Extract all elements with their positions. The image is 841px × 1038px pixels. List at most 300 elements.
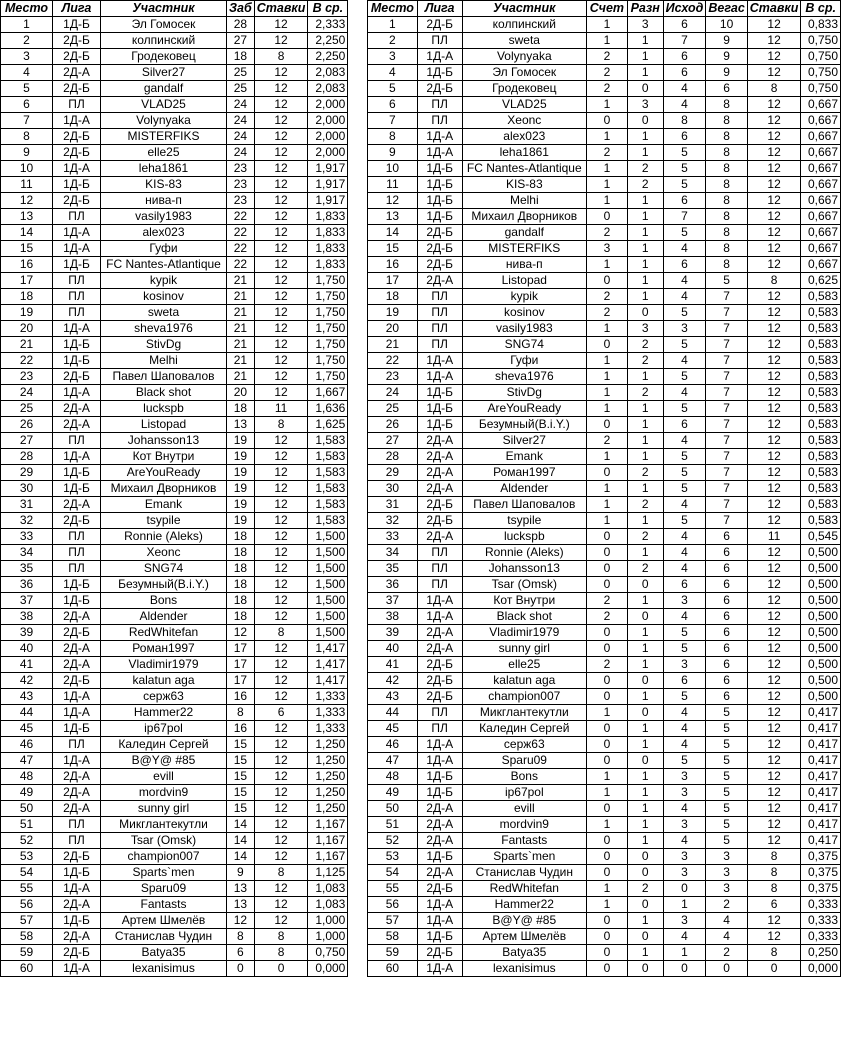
cell-diff: 1 xyxy=(627,545,663,561)
cell-average: 0,583 xyxy=(801,337,841,353)
cell-score: 0 xyxy=(587,337,628,353)
cell-vegas: 6 xyxy=(706,657,747,673)
cell-league: 1Д-А xyxy=(417,353,462,369)
cell-diff: 1 xyxy=(627,145,663,161)
cell-league: 1Д-Б xyxy=(53,865,101,881)
cell-outcome: 5 xyxy=(663,225,706,241)
cell-participant: серж63 xyxy=(462,737,586,753)
cell-league: 1Д-Б xyxy=(417,929,462,945)
cell-participant: elle25 xyxy=(101,145,227,161)
cell-average: 1,167 xyxy=(308,817,348,833)
cell-league: 2Д-А xyxy=(53,657,101,673)
cell-vegas: 9 xyxy=(706,33,747,49)
header-row xyxy=(368,1,841,17)
cell-average: 0,417 xyxy=(801,705,841,721)
cell-bets: 12 xyxy=(747,689,801,705)
cell-league: ПЛ xyxy=(417,545,462,561)
cell-average: 0,417 xyxy=(801,753,841,769)
cell-participant: FC Nantes-Atlantique xyxy=(101,257,227,273)
cell-place: 48 xyxy=(1,769,53,785)
table-row xyxy=(1,321,348,337)
cell-average: 1,750 xyxy=(308,321,348,337)
table-row xyxy=(1,865,348,881)
table-row xyxy=(1,817,348,833)
cell-diff: 1 xyxy=(627,417,663,433)
cell-average: 0,500 xyxy=(801,593,841,609)
cell-bets: 12 xyxy=(747,257,801,273)
cell-average: 2,000 xyxy=(308,113,348,129)
cell-diff: 2 xyxy=(627,385,663,401)
cell-participant: vasily1983 xyxy=(101,209,227,225)
cell-average: 0,833 xyxy=(801,17,841,33)
cell-place: 8 xyxy=(368,129,418,145)
cell-average: 0,583 xyxy=(801,401,841,417)
cell-vegas: 5 xyxy=(706,721,747,737)
table-row xyxy=(1,417,348,433)
cell-participant: kalatun aga xyxy=(101,673,227,689)
cell-score: 0 xyxy=(587,465,628,481)
cell-average: 1,125 xyxy=(308,865,348,881)
cell-league: 2Д-А xyxy=(53,897,101,913)
cell-place: 51 xyxy=(368,817,418,833)
table-row xyxy=(368,561,841,577)
cell-place: 1 xyxy=(1,17,53,33)
table-row xyxy=(368,785,841,801)
cell-average: 1,833 xyxy=(308,241,348,257)
table-row xyxy=(1,913,348,929)
cell-score: 1 xyxy=(587,97,628,113)
cell-average: 1,917 xyxy=(308,161,348,177)
cell-league: 2Д-Б xyxy=(53,33,101,49)
table-row xyxy=(1,129,348,145)
cell-average: 1,583 xyxy=(308,433,348,449)
cell-bets: 12 xyxy=(747,593,801,609)
cell-average: 0,750 xyxy=(308,945,348,961)
cell-goals: 18 xyxy=(227,593,255,609)
cell-score: 1 xyxy=(587,881,628,897)
cell-participant: Павел Шаповалов xyxy=(101,369,227,385)
cell-goals: 13 xyxy=(227,881,255,897)
cell-score: 2 xyxy=(587,289,628,305)
cell-score: 1 xyxy=(587,785,628,801)
cell-participant: Роман1997 xyxy=(101,641,227,657)
cell-outcome: 4 xyxy=(663,529,706,545)
table-row xyxy=(368,641,841,657)
table-row xyxy=(368,801,841,817)
cell-league: 2Д-А xyxy=(53,929,101,945)
col-header-participant: Участник xyxy=(101,1,227,17)
cell-diff: 1 xyxy=(627,817,663,833)
cell-vegas: 6 xyxy=(706,689,747,705)
cell-bets: 12 xyxy=(747,545,801,561)
cell-league: 2Д-А xyxy=(417,433,462,449)
cell-average: 0,750 xyxy=(801,49,841,65)
cell-participant: StivDg xyxy=(462,385,586,401)
cell-vegas: 8 xyxy=(706,193,747,209)
cell-participant: Каледин Сергей xyxy=(462,721,586,737)
cell-average: 0,583 xyxy=(801,305,841,321)
cell-diff: 1 xyxy=(627,369,663,385)
cell-league: ПЛ xyxy=(53,737,101,753)
table-row xyxy=(368,609,841,625)
cell-bets: 12 xyxy=(747,753,801,769)
cell-average: 1,500 xyxy=(308,593,348,609)
cell-score: 0 xyxy=(587,833,628,849)
cell-participant: Batya35 xyxy=(462,945,586,961)
cell-participant: lexanisimus xyxy=(462,961,586,977)
cell-league: ПЛ xyxy=(417,33,462,49)
cell-diff: 3 xyxy=(627,97,663,113)
cell-participant: Johansson13 xyxy=(101,433,227,449)
cell-goals: 19 xyxy=(227,481,255,497)
cell-place: 59 xyxy=(368,945,418,961)
cell-score: 0 xyxy=(587,641,628,657)
cell-average: 1,250 xyxy=(308,737,348,753)
cell-participant: kosinov xyxy=(462,305,586,321)
cell-bets: 12 xyxy=(747,561,801,577)
cell-league: 1Д-А xyxy=(53,113,101,129)
cell-score: 0 xyxy=(587,961,628,977)
table-row xyxy=(1,785,348,801)
cell-participant: ip67pol xyxy=(462,785,586,801)
cell-score: 1 xyxy=(587,401,628,417)
cell-participant: Silver27 xyxy=(462,433,586,449)
cell-league: ПЛ xyxy=(417,337,462,353)
cell-place: 49 xyxy=(1,785,53,801)
cell-place: 29 xyxy=(368,465,418,481)
cell-participant: tsypile xyxy=(462,513,586,529)
cell-outcome: 5 xyxy=(663,401,706,417)
cell-place: 6 xyxy=(1,97,53,113)
table-row xyxy=(1,81,348,97)
cell-vegas: 5 xyxy=(706,833,747,849)
cell-place: 23 xyxy=(368,369,418,385)
cell-goals: 17 xyxy=(227,673,255,689)
cell-place: 7 xyxy=(368,113,418,129)
cell-participant: Black shot xyxy=(462,609,586,625)
table-row xyxy=(1,609,348,625)
cell-outcome: 3 xyxy=(663,321,706,337)
cell-participant: kypik xyxy=(462,289,586,305)
cell-score: 2 xyxy=(587,593,628,609)
cell-participant: Tsar (Omsk) xyxy=(101,833,227,849)
col-header-average: В ср. xyxy=(308,1,348,17)
cell-league: 2Д-А xyxy=(417,833,462,849)
table-row xyxy=(368,257,841,273)
cell-diff: 0 xyxy=(627,753,663,769)
cell-league: ПЛ xyxy=(53,305,101,321)
cell-bets: 8 xyxy=(747,945,801,961)
cell-bets: 12 xyxy=(747,97,801,113)
cell-league: 2Д-Б xyxy=(417,881,462,897)
cell-league: ПЛ xyxy=(53,561,101,577)
cell-average: 0,000 xyxy=(801,961,841,977)
cell-vegas: 0 xyxy=(706,961,747,977)
cell-league: 2Д-Б xyxy=(53,849,101,865)
cell-bets: 12 xyxy=(747,785,801,801)
cell-participant: Listopad xyxy=(462,273,586,289)
cell-outcome: 5 xyxy=(663,161,706,177)
cell-bets: 12 xyxy=(747,321,801,337)
cell-score: 0 xyxy=(587,689,628,705)
cell-goals: 0 xyxy=(227,961,255,977)
cell-diff: 1 xyxy=(627,641,663,657)
cell-average: 1,000 xyxy=(308,929,348,945)
cell-diff: 1 xyxy=(627,721,663,737)
cell-average: 0,333 xyxy=(801,929,841,945)
cell-league: 2Д-А xyxy=(53,769,101,785)
cell-bets: 12 xyxy=(254,593,308,609)
cell-vegas: 5 xyxy=(706,817,747,833)
cell-goals: 9 xyxy=(227,865,255,881)
cell-league: ПЛ xyxy=(53,817,101,833)
cell-diff: 1 xyxy=(627,65,663,81)
cell-league: 2Д-Б xyxy=(53,945,101,961)
table-row xyxy=(368,145,841,161)
cell-league: 1Д-Б xyxy=(417,401,462,417)
cell-league: 1Д-Б xyxy=(53,257,101,273)
table-row xyxy=(368,657,841,673)
table-row xyxy=(368,193,841,209)
cell-league: 1Д-А xyxy=(417,609,462,625)
cell-league: 1Д-Б xyxy=(417,193,462,209)
cell-league: 2Д-А xyxy=(53,65,101,81)
cell-vegas: 6 xyxy=(706,577,747,593)
cell-bets: 12 xyxy=(254,881,308,897)
cell-outcome: 3 xyxy=(663,785,706,801)
cell-participant: Микглантекутли xyxy=(101,817,227,833)
cell-league: 1Д-А xyxy=(53,689,101,705)
cell-participant: luckspb xyxy=(101,401,227,417)
table-row xyxy=(1,465,348,481)
cell-league: ПЛ xyxy=(53,289,101,305)
cell-league: 2Д-Б xyxy=(53,673,101,689)
cell-goals: 12 xyxy=(227,913,255,929)
table-row xyxy=(1,113,348,129)
cell-average: 2,250 xyxy=(308,49,348,65)
cell-score: 1 xyxy=(587,321,628,337)
cell-bets: 12 xyxy=(747,449,801,465)
table-row xyxy=(1,673,348,689)
cell-participant: Melhi xyxy=(101,353,227,369)
table-row xyxy=(368,577,841,593)
cell-participant: Xeonc xyxy=(101,545,227,561)
table-row xyxy=(368,417,841,433)
cell-league: 2Д-А xyxy=(53,801,101,817)
cell-outcome: 5 xyxy=(663,481,706,497)
cell-score: 0 xyxy=(587,673,628,689)
cell-bets: 12 xyxy=(747,401,801,417)
cell-average: 0,583 xyxy=(801,497,841,513)
cell-participant: Fantasts xyxy=(101,897,227,913)
cell-participant: нива-п xyxy=(462,257,586,273)
cell-place: 27 xyxy=(1,433,53,449)
cell-goals: 23 xyxy=(227,177,255,193)
cell-diff: 3 xyxy=(627,321,663,337)
cell-diff: 2 xyxy=(627,177,663,193)
cell-participant: B@Y@ #85 xyxy=(462,913,586,929)
cell-participant: gandalf xyxy=(462,225,586,241)
cell-diff: 0 xyxy=(627,673,663,689)
cell-bets: 12 xyxy=(254,321,308,337)
table-row xyxy=(368,273,841,289)
cell-bets: 12 xyxy=(747,625,801,641)
cell-participant: Silver27 xyxy=(101,65,227,81)
table-row xyxy=(1,529,348,545)
cell-participant: Михаил Дворников xyxy=(462,209,586,225)
cell-outcome: 5 xyxy=(663,177,706,193)
cell-bets: 12 xyxy=(747,929,801,945)
cell-average: 0,750 xyxy=(801,33,841,49)
cell-goals: 19 xyxy=(227,449,255,465)
table-row xyxy=(1,433,348,449)
cell-place: 3 xyxy=(368,49,418,65)
cell-league: 1Д-А xyxy=(53,241,101,257)
table-row xyxy=(368,129,841,145)
cell-bets: 12 xyxy=(747,161,801,177)
cell-participant: Гродековец xyxy=(462,81,586,97)
cell-place: 18 xyxy=(368,289,418,305)
cell-outcome: 6 xyxy=(663,129,706,145)
cell-league: 1Д-Б xyxy=(53,913,101,929)
table-row xyxy=(1,33,348,49)
cell-goals: 17 xyxy=(227,657,255,673)
table-row xyxy=(368,865,841,881)
cell-goals: 15 xyxy=(227,769,255,785)
cell-goals: 13 xyxy=(227,897,255,913)
table-row xyxy=(368,481,841,497)
cell-participant: mordvin9 xyxy=(101,785,227,801)
cell-bets: 8 xyxy=(747,81,801,97)
cell-goals: 14 xyxy=(227,817,255,833)
cell-league: 1Д-А xyxy=(417,897,462,913)
cell-place: 48 xyxy=(368,769,418,785)
cell-bets: 12 xyxy=(747,833,801,849)
cell-outcome: 1 xyxy=(663,897,706,913)
cell-bets: 11 xyxy=(254,401,308,417)
cell-place: 46 xyxy=(368,737,418,753)
cell-league: 1Д-А xyxy=(53,385,101,401)
cell-bets: 12 xyxy=(747,289,801,305)
table-row xyxy=(368,673,841,689)
cell-bets: 12 xyxy=(254,641,308,657)
cell-average: 0,583 xyxy=(801,449,841,465)
cell-average: 0,500 xyxy=(801,577,841,593)
cell-bets: 6 xyxy=(254,705,308,721)
cell-vegas: 8 xyxy=(706,177,747,193)
cell-goals: 16 xyxy=(227,721,255,737)
cell-bets: 12 xyxy=(254,577,308,593)
cell-bets: 12 xyxy=(747,193,801,209)
cell-participant: Aldender xyxy=(462,481,586,497)
cell-average: 0,667 xyxy=(801,161,841,177)
cell-vegas: 6 xyxy=(706,529,747,545)
cell-participant: Гуфи xyxy=(101,241,227,257)
cell-participant: Batya35 xyxy=(101,945,227,961)
cell-place: 57 xyxy=(368,913,418,929)
cell-league: 1Д-Б xyxy=(417,177,462,193)
cell-score: 2 xyxy=(587,65,628,81)
table-row xyxy=(368,353,841,369)
cell-goals: 14 xyxy=(227,849,255,865)
cell-vegas: 7 xyxy=(706,385,747,401)
cell-place: 14 xyxy=(368,225,418,241)
cell-bets: 12 xyxy=(747,17,801,33)
table-row xyxy=(1,513,348,529)
cell-average: 0,667 xyxy=(801,97,841,113)
cell-league: 2Д-Б xyxy=(53,129,101,145)
cell-average: 1,500 xyxy=(308,577,348,593)
table-row xyxy=(1,833,348,849)
cell-place: 60 xyxy=(1,961,53,977)
table-row xyxy=(1,801,348,817)
cell-average: 0,500 xyxy=(801,689,841,705)
cell-place: 56 xyxy=(368,897,418,913)
cell-bets: 12 xyxy=(747,913,801,929)
header-row xyxy=(1,1,348,17)
cell-participant: Эл Гомосек xyxy=(462,65,586,81)
cell-participant: Fantasts xyxy=(462,833,586,849)
cell-vegas: 6 xyxy=(706,609,747,625)
cell-average: 1,167 xyxy=(308,849,348,865)
cell-bets: 12 xyxy=(254,209,308,225)
cell-league: 1Д-А xyxy=(417,913,462,929)
cell-place: 24 xyxy=(1,385,53,401)
cell-place: 17 xyxy=(368,273,418,289)
cell-score: 0 xyxy=(587,529,628,545)
cell-average: 0,500 xyxy=(801,673,841,689)
table-row xyxy=(1,641,348,657)
cell-average: 1,250 xyxy=(308,785,348,801)
cell-goals: 24 xyxy=(227,145,255,161)
cell-participant: tsypile xyxy=(101,513,227,529)
cell-bets: 12 xyxy=(747,737,801,753)
cell-participant: Volynyaka xyxy=(462,49,586,65)
cell-score: 2 xyxy=(587,145,628,161)
cell-outcome: 5 xyxy=(663,689,706,705)
cell-bets: 12 xyxy=(747,385,801,401)
cell-participant: leha1861 xyxy=(101,161,227,177)
table-row xyxy=(368,433,841,449)
cell-vegas: 2 xyxy=(706,945,747,961)
cell-participant: ip67pol xyxy=(101,721,227,737)
cell-place: 7 xyxy=(1,113,53,129)
cell-vegas: 8 xyxy=(706,241,747,257)
cell-average: 1,636 xyxy=(308,401,348,417)
cell-place: 37 xyxy=(368,593,418,609)
table-row xyxy=(1,241,348,257)
cell-participant: Артем Шмелёв xyxy=(462,929,586,945)
cell-goals: 8 xyxy=(227,929,255,945)
cell-bets: 12 xyxy=(254,769,308,785)
cell-goals: 14 xyxy=(227,833,255,849)
cell-place: 11 xyxy=(1,177,53,193)
cell-bets: 12 xyxy=(254,289,308,305)
cell-bets: 12 xyxy=(747,817,801,833)
cell-league: ПЛ xyxy=(53,273,101,289)
table-row xyxy=(368,465,841,481)
cell-league: 2Д-Б xyxy=(53,369,101,385)
cell-league: 1Д-А xyxy=(53,161,101,177)
cell-participant: колпинский xyxy=(101,33,227,49)
cell-participant: StivDg xyxy=(101,337,227,353)
cell-vegas: 8 xyxy=(706,129,747,145)
cell-diff: 0 xyxy=(627,81,663,97)
cell-bets: 12 xyxy=(254,177,308,193)
cell-bets: 12 xyxy=(747,337,801,353)
cell-bets: 12 xyxy=(254,657,308,673)
cell-bets: 12 xyxy=(747,209,801,225)
